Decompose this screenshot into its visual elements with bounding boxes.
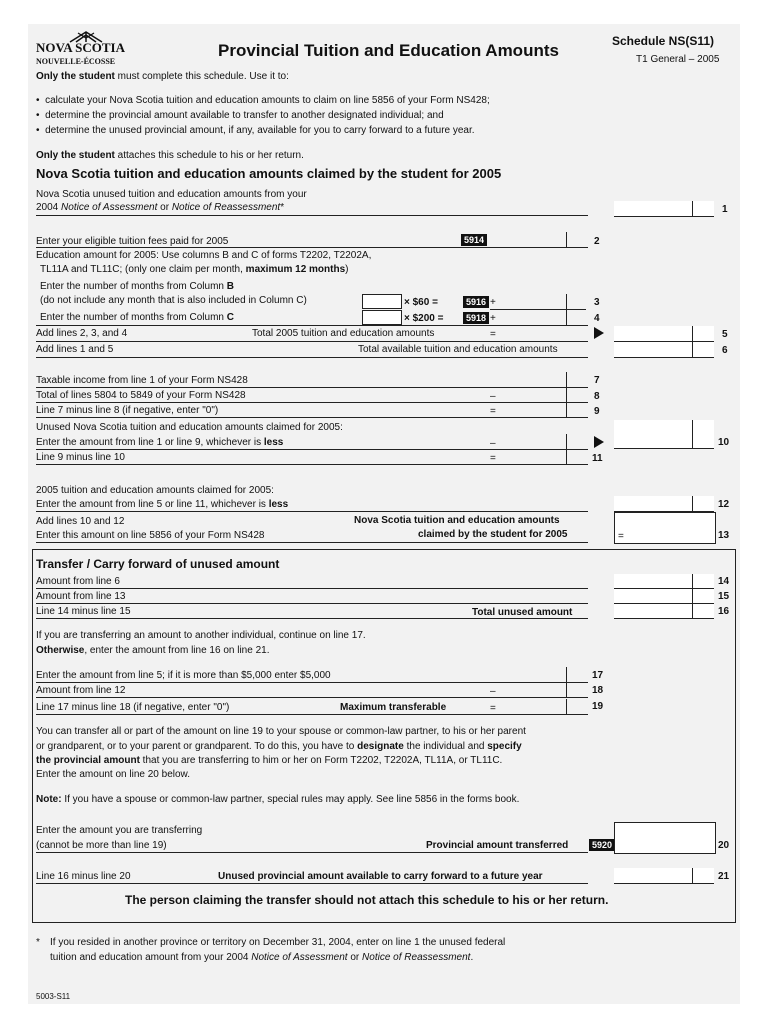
logo-text-bottom: NOUVELLE-ÉCOSSE [36, 57, 116, 66]
line5-total-label: Total 2005 tuition and education amounts [252, 328, 435, 339]
line-number: 16 [718, 606, 730, 617]
section2-heading: Transfer / Carry forward of unused amount [36, 557, 280, 571]
line16-amount-field[interactable] [614, 604, 714, 619]
logo-text-top: NOVA SCOTIA [36, 40, 125, 55]
instruction-text: the provincial amount that you are transferring to him or her on Form T2202, T2202A, TL11A, or TL11C. [36, 755, 503, 766]
instruction-text: Otherwise, enter the amount from line 16 on line 21. [36, 645, 270, 656]
line12-label: 2005 tuition and education amounts claimed for 2005: [36, 485, 274, 496]
line13-label: Add lines 10 and 12 [36, 516, 125, 527]
months-b-field[interactable] [362, 294, 402, 309]
line-number: 11 [592, 453, 603, 464]
line21-amount-field[interactable] [614, 868, 714, 884]
line-number: 21 [718, 871, 730, 882]
line16-total-label: Total unused amount [472, 607, 573, 618]
footnote-marker: * [36, 937, 40, 948]
line21-total-label: Unused provincial amount available to carry forward to a future year [218, 871, 543, 882]
line-number: 12 [718, 499, 730, 510]
nova-scotia-logo [36, 30, 136, 64]
form-year: T1 General – 2005 [636, 54, 720, 65]
line-number: 18 [592, 685, 604, 696]
line20-amount-field[interactable] [614, 822, 716, 854]
line-number: 13 [718, 530, 730, 541]
line-number: 9 [594, 406, 600, 417]
section1-heading: Nova Scotia tuition and education amounts claimed by the student for 2005 [36, 166, 502, 181]
line2-label: Enter your eligible tuition fees paid for 2005 [36, 236, 229, 247]
bullet-item: • determine the unused provincial amount, if any, available for you to carry forward to a future year. [36, 125, 475, 136]
instruction-text: or grandparent, or to your parent or grandparent. To do this, you have to designate the individual and specify [36, 741, 522, 752]
multiplier-60: × $60 = [404, 297, 438, 308]
instruction-text: Enter the amount on line 20 below. [36, 769, 190, 780]
months-c-field[interactable] [362, 310, 402, 325]
bullet-item: • determine the provincial amount available to transfer to another designated individual; and [36, 110, 444, 121]
line16-label: Line 14 minus line 15 [36, 606, 131, 617]
line21-label: Line 16 minus line 20 [36, 871, 131, 882]
line10-amount-field[interactable] [614, 420, 714, 449]
code-5916: 5916 [463, 296, 489, 308]
code-5918: 5918 [463, 312, 489, 324]
column-b-label: Enter the number of months from Column B [40, 281, 234, 292]
line7-label: Taxable income from line 1 of your Form NS428 [36, 375, 248, 386]
line-number: 1 [722, 204, 728, 215]
schedule-id: Schedule NS(S11) [612, 34, 715, 48]
line20-total-label: Provincial amount transferred [426, 840, 569, 851]
line5-label: Add lines 2, 3, and 4 [36, 328, 128, 339]
line-number: 5 [722, 329, 728, 340]
education-label: TL11A and TL11C; (only one claim per month, maximum 12 months) [40, 264, 349, 275]
intro-lead: Only the student must complete this schedule. Use it to: [36, 71, 289, 82]
code-5920: 5920 [589, 839, 615, 851]
line18-label: Amount from line 12 [36, 685, 126, 696]
line-number: 10 [718, 437, 730, 448]
note-text: Note: If you have a spouse or common-law partner, special rules may apply. See line 5856 in the forms book. [36, 794, 520, 805]
transfer-warning: The person claiming the transfer should not attach this schedule to his or her return. [125, 893, 609, 907]
line9-label: Line 7 minus line 8 (if negative, enter "0") [36, 405, 219, 416]
line5-amount-field[interactable] [614, 326, 714, 342]
line10-label: Unused Nova Scotia tuition and education amounts claimed for 2005: [36, 422, 343, 433]
line6-amount-field[interactable] [614, 342, 714, 358]
line6-label: Add lines 1 and 5 [36, 344, 114, 355]
line-number: 6 [722, 345, 728, 356]
line-number: 14 [718, 576, 730, 587]
line15-label: Amount from line 13 [36, 591, 126, 602]
line-number: 19 [592, 701, 604, 712]
line13-total-label: Nova Scotia tuition and education amounts [354, 515, 560, 526]
line1-label: 2004 Notice of Assessment or Notice of Reassessment* [36, 202, 285, 213]
line14-label: Amount from line 6 [36, 576, 120, 587]
line11-label: Line 9 minus line 10 [36, 452, 125, 463]
line-number: 4 [594, 313, 600, 324]
line-number: 8 [594, 391, 600, 402]
line-number: 7 [594, 375, 600, 386]
line19-total-label: Maximum transferable [340, 702, 447, 713]
line17-label: Enter the amount from line 5; if it is more than $5,000 enter $5,000 [36, 670, 331, 681]
column-b-label: (do not include any month that is also included in Column C) [40, 295, 307, 306]
line-number: 15 [718, 591, 730, 602]
column-c-label: Enter the number of months from Column C [40, 312, 234, 323]
line-number: 17 [592, 670, 604, 681]
line6-total-label: Total available tuition and education amounts [358, 344, 558, 355]
footnote-text: If you resided in another province or territory on December 31, 2004, enter on line 1 the unused federal [50, 937, 506, 948]
line8-label: Total of lines 5804 to 5849 of your Form NS428 [36, 390, 246, 401]
education-label: Education amount for 2005: Use columns B and C of forms T2202, T2202A, [36, 250, 372, 261]
line-number: 3 [594, 297, 600, 308]
line10-label: Enter the amount from line 1 or line 9, whichever is less [36, 437, 284, 448]
line-number: 2 [594, 236, 600, 247]
line1-label: Nova Scotia unused tuition and education amounts from your [36, 189, 307, 200]
instruction-text: If you are transferring an amount to another individual, continue on line 17. [36, 630, 366, 641]
code-5914: 5914 [461, 234, 487, 246]
instruction-text: You can transfer all or part of the amount on line 19 to your spouse or common-law partner, to his or her parent [36, 726, 526, 737]
line2-amount-field[interactable] [490, 233, 587, 247]
line14-amount-field[interactable] [614, 574, 714, 589]
line-number: 20 [718, 840, 730, 851]
multiplier-200: × $200 = [404, 313, 444, 324]
line15-amount-field[interactable] [614, 589, 714, 604]
line1-amount-field[interactable] [614, 201, 714, 217]
line19-label: Line 17 minus line 18 (if negative, enter "0") [36, 702, 230, 713]
arrow-right-icon [594, 436, 604, 448]
bullet-item: • calculate your Nova Scotia tuition and education amounts to claim on line 5856 of your Form NS428; [36, 95, 490, 106]
line13-amount-field[interactable] [614, 512, 716, 544]
form-code: 5003-S11 [36, 992, 71, 1001]
line12-amount-field[interactable] [614, 496, 714, 512]
line13-label: Enter this amount on line 5856 of your Form NS428 [36, 530, 265, 541]
footnote-text: tuition and education amount from your 2004 Notice of Assessment or Notice of Reassessment. [50, 952, 474, 963]
intro-attach: Only the student attaches this schedule to his or her return. [36, 150, 304, 161]
line12-label: Enter the amount from line 5 or line 11, whichever is less [36, 499, 289, 510]
line20-label: Enter the amount you are transferring [36, 825, 203, 836]
line13-total-label: claimed by the student for 2005 [418, 529, 568, 540]
page-title: Provincial Tuition and Education Amounts [218, 41, 559, 60]
line20-label: (cannot be more than line 19) [36, 840, 167, 851]
arrow-right-icon [594, 327, 604, 339]
